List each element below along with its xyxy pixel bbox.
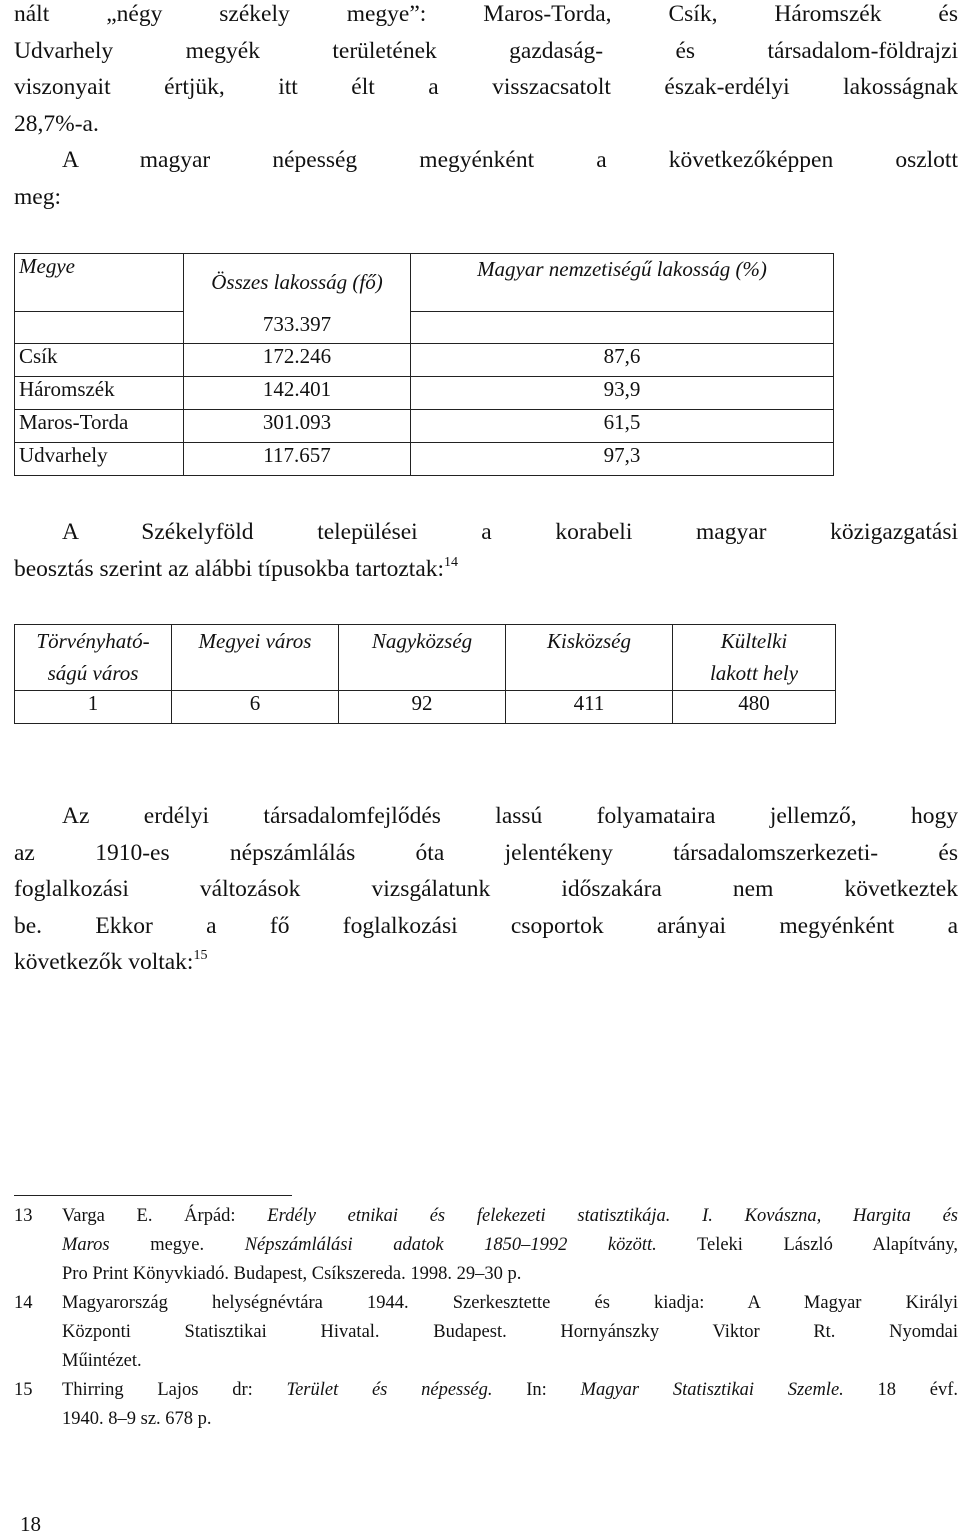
footnote-number: 15: [14, 1380, 33, 1400]
text-line: beosztás szerint az alábbi típusokba tartoztak:$^{14}$: [14, 554, 459, 582]
text-line: következők voltak:$^{15}$: [14, 948, 208, 975]
header-large-village: Nagyközség: [339, 625, 506, 691]
population-value: 117.657: [184, 443, 411, 476]
text-line: az 1910-es népszámlálás óta jelentékeny társadalomszerkezeti- és: [14, 839, 958, 866]
settlement-types-paragraph: [14, 514, 958, 587]
county-name: Háromszék: [15, 377, 184, 410]
intro-paragraph: [14, 0, 958, 215]
header-outskirt-settlement: Kültelki lakott hely: [673, 625, 836, 691]
county-name: Udvarhely: [15, 443, 184, 476]
count-value: 1: [15, 691, 172, 724]
footnote-line: Thirring Lajos dr: Terület és népesség. In: Magyar Statisztikai Szemle. 18 évf.: [62, 1380, 958, 1400]
header-municipal-city: Törvényható-ságú város: [15, 625, 172, 691]
count-value: 92: [339, 691, 506, 724]
footnote-line: Varga E. Árpád: Erdély etnikai és felekezeti statisztikája. I. Kovászna, Hargita és: [62, 1206, 958, 1226]
hungarian-pct-value: 87,6: [411, 344, 834, 377]
footnote-15: [14, 1376, 958, 1434]
text-line: Az erdélyi társadalomfejlődés lassú folyamataira jellemző, hogy: [62, 803, 958, 829]
count-value: 480: [673, 691, 836, 724]
header-small-village: Kisközség: [506, 625, 673, 691]
text-line: foglalkozási változások vizsgálatunk időszakára nem következtek: [14, 876, 958, 902]
population-value: 172.246: [184, 344, 411, 377]
population-value: 142.401: [184, 377, 411, 410]
header-hungarian-pct: Magyar nemzetiségű lakosság (%): [411, 254, 834, 312]
county-name: Maros-Torda: [15, 410, 184, 443]
hungarian-pct-value: 93,9: [411, 377, 834, 410]
text-line: A Székelyföld települései a korabeli magyar közigazgatási: [62, 519, 958, 545]
text-line: Udvarhely megyék területének gazdaság- és társadalom-földrajzi: [14, 37, 958, 64]
footnote-line: Magyarország helységnévtára 1944. Szerkesztette és kiadja: A Magyar Királyi: [62, 1293, 958, 1313]
count-value: 6: [172, 691, 339, 724]
footnote-number: 14: [14, 1293, 33, 1313]
footnote-line: Központi Statisztikai Hivatal. Budapest. Hornyánszky Viktor Rt. Nyomdai: [62, 1322, 958, 1342]
header-county: Megye: [15, 254, 184, 312]
footnote-line: Műintézet.: [62, 1351, 142, 1371]
footnote-number: 13: [14, 1206, 33, 1226]
county-name: Csík: [15, 344, 184, 377]
hungarian-pct-value: 61,5: [411, 410, 834, 443]
footnote-ref[interactable]: 15: [193, 948, 208, 963]
text-line: viszonyait értjük, itt élt a visszacsatolt észak-erdélyi lakosságnak: [14, 74, 958, 100]
header-county-town: Megyei város: [172, 625, 339, 691]
settlement-types-table: [14, 624, 836, 724]
text-line: 28,7%-a.: [14, 110, 99, 137]
text-line: A magyar népesség megyénként a következőképpen oszlott: [62, 147, 958, 173]
text-line: nált „négy székely megye”: Maros-Torda, Csík, Háromszék és: [14, 1, 958, 27]
footnote-line: Maros megye. Népszámlálási adatok 1850–1992 között. Teleki László Alapítvány,: [62, 1235, 958, 1255]
text-line: meg:: [14, 183, 61, 210]
footnote-line: Pro Print Könyvkiadó. Budapest, Csíkszereda. 1998. 29–30 p.: [62, 1264, 522, 1284]
occupation-paragraph: [14, 798, 958, 981]
footnote-14: [14, 1289, 958, 1376]
footnote-separator: [14, 1195, 292, 1196]
header-total-population: Összes lakosság (fő): [184, 254, 411, 312]
footnote-line: 1940. 8–9 sz. 678 p.: [62, 1409, 212, 1429]
text-line: be. Ekkor a fő foglalkozási csoportok arányai megyénként a: [14, 912, 958, 939]
count-value: 411: [506, 691, 673, 724]
footnote-ref[interactable]: 14: [444, 554, 459, 570]
population-value: 301.093: [184, 410, 411, 443]
total-population: 733.397: [184, 312, 411, 344]
county-population-table: [14, 253, 834, 476]
footnote-13: [14, 1202, 958, 1289]
page-number: 18: [20, 1512, 41, 1536]
hungarian-pct-value: 97,3: [411, 443, 834, 476]
